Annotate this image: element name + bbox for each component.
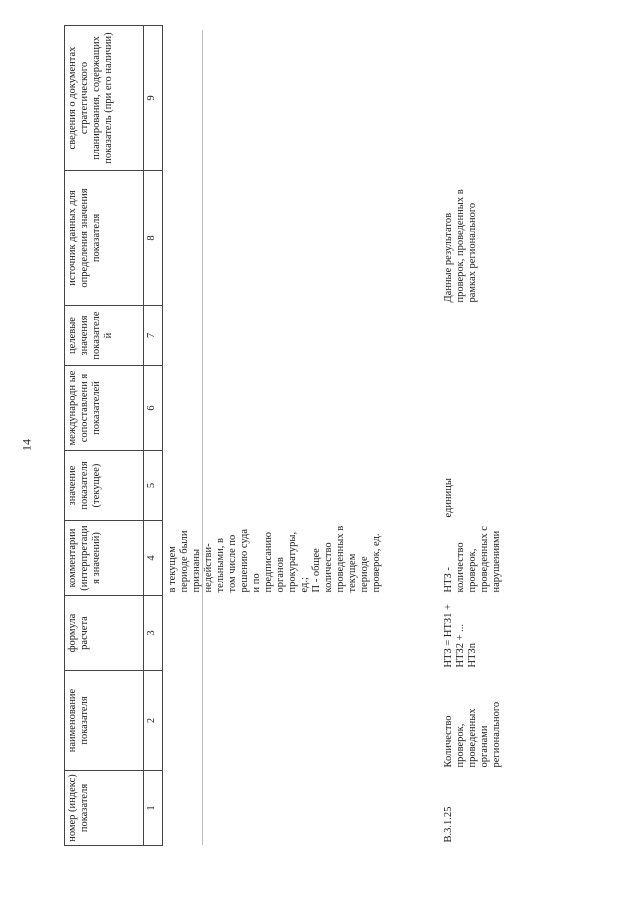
table-row (163, 26, 440, 846)
cell-formula (163, 596, 440, 671)
page-number: 14 (19, 439, 34, 451)
cell-documents (163, 26, 440, 171)
cell-index: В.3.1.25 (443, 806, 454, 843)
indicators-table (64, 25, 605, 846)
cell-source (163, 171, 440, 306)
cell-international (163, 366, 440, 451)
column-number: 8 (144, 171, 163, 306)
cell-source: Данные результатов проверок, проведенных в рамках регионального (443, 189, 478, 303)
scan-edge-line (202, 30, 203, 845)
cell-name (163, 671, 440, 771)
column-number-row (144, 26, 163, 846)
column-number: 4 (144, 521, 163, 596)
column-number: 5 (144, 451, 163, 521)
cell-target (163, 306, 440, 366)
cell-target (439, 306, 605, 366)
header-cell-index: номер (индекс) показателя (65, 771, 144, 846)
header-cell-comments: комментарии (интерпретаци я значений) (65, 521, 144, 596)
cell-comments: НТЗ - количество проверок, проведенных с нарушениями (443, 526, 502, 593)
table-row (439, 26, 605, 846)
column-number: 7 (144, 306, 163, 366)
column-number: 3 (144, 596, 163, 671)
cell-current-value (163, 451, 440, 521)
cell-name: Количество проверок, проведенных органами регионального (443, 701, 502, 768)
cell-documents (439, 26, 605, 171)
cell-index (163, 771, 440, 846)
header-cell-documents: сведения о документах стратегического планирования, содержащих показатель (при его наличии) (65, 26, 144, 171)
header-cell-current-value: значение показателя (текущее) (65, 451, 144, 521)
header-cell-formula: формула расчета (65, 596, 144, 671)
header-cell-international: международн ые сопоставлени я показателей (65, 366, 144, 451)
cell-comments: в текущем периоде были признаны недействи-тельными, в том числе по решению суда и по предписанию органов прокуратуры, ед.; П - общее количество проведенных в текущем периоде проверок, ед. (167, 525, 382, 593)
header-cell-target: целевые значения показателе й (65, 306, 144, 366)
column-number: 9 (144, 26, 163, 171)
header-row (65, 26, 144, 846)
cell-formula: НТЗ = НТЗ1 + НТЗ2 + ... НТЗn (443, 604, 478, 668)
cell-current-value: единицы (443, 478, 454, 518)
rotated-table-container (0, 26, 639, 866)
header-cell-source: источник данных для определения значения показателя (65, 171, 144, 306)
header-cell-name: наименование показателя (65, 671, 144, 771)
column-number: 6 (144, 366, 163, 451)
cell-international (439, 366, 605, 451)
column-number: 1 (144, 771, 163, 846)
column-number: 2 (144, 671, 163, 771)
